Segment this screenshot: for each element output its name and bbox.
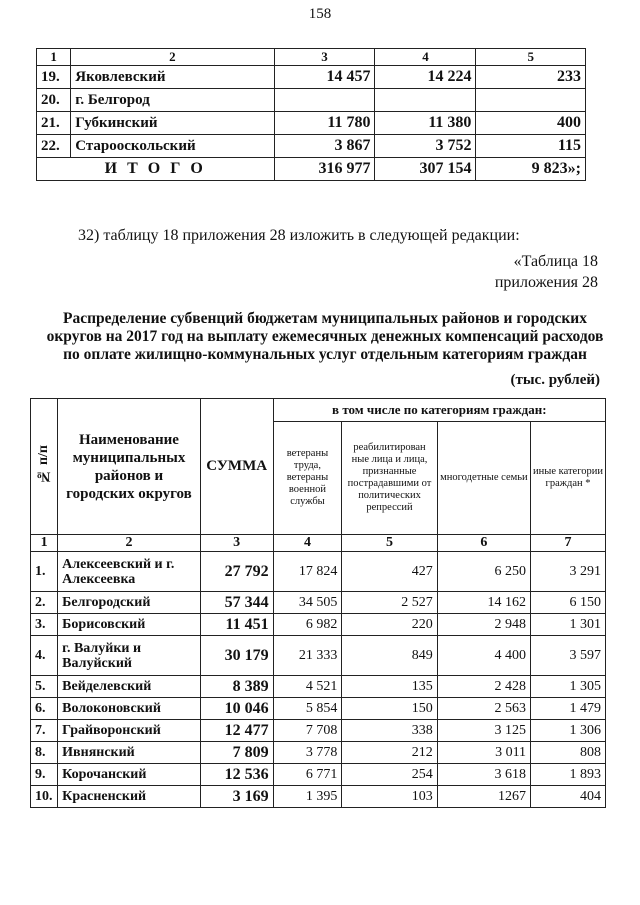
table-header-row (37, 49, 586, 66)
value-cell: 34 505 (273, 592, 342, 614)
value-cell: 427 (342, 552, 437, 592)
index-cell: 6 (437, 535, 530, 552)
sum-cell: 57 344 (200, 592, 273, 614)
sum-cell: 12 477 (200, 720, 273, 742)
value-cell: 135 (342, 676, 437, 698)
index-cell: 3 (200, 535, 273, 552)
total-row (37, 158, 586, 181)
value-cell: 14 224 (375, 66, 476, 89)
header-row-top (31, 399, 606, 422)
row-number: 7. (31, 720, 58, 742)
header-cell: 2 (71, 49, 274, 66)
district-name: Красненский (58, 786, 201, 808)
sum-cell: 3 169 (200, 786, 273, 808)
value-cell: 212 (342, 742, 437, 764)
table-row (37, 66, 586, 89)
district-name: Белгородский (58, 592, 201, 614)
value-cell: 3 291 (531, 552, 606, 592)
value-cell (375, 89, 476, 112)
total-value: 307 154 (375, 158, 476, 181)
units-label: (тыс. рублей) (510, 372, 600, 388)
table-caption-appendix: приложения 28 (494, 274, 598, 291)
value-cell (274, 89, 375, 112)
table-row (31, 742, 606, 764)
table-row (31, 676, 606, 698)
value-cell: 6 250 (437, 552, 530, 592)
value-cell: 3 867 (274, 135, 375, 158)
table-row (31, 764, 606, 786)
sum-cell: 11 451 (200, 614, 273, 636)
header-group: в том числе по категориям граждан: (273, 399, 605, 422)
value-cell: 5 854 (273, 698, 342, 720)
index-cell: 2 (58, 535, 201, 552)
row-number: 10. (31, 786, 58, 808)
row-number: 8. (31, 742, 58, 764)
table-row (31, 786, 606, 808)
amendment-paragraph: 32) таблицу 18 приложения 28 изложить в следующей редакции: (78, 227, 520, 244)
table-row (31, 720, 606, 742)
table-caption-number: «Таблица 18 (513, 253, 598, 270)
value-cell: 2 527 (342, 592, 437, 614)
table-row (31, 614, 606, 636)
table-row (31, 698, 606, 720)
row-number: 3. (31, 614, 58, 636)
value-cell: 3 011 (437, 742, 530, 764)
row-number: 6. (31, 698, 58, 720)
row-number: 19. (37, 66, 71, 89)
value-cell (476, 89, 586, 112)
value-cell: 2 948 (437, 614, 530, 636)
value-cell: 400 (476, 112, 586, 135)
header-num (31, 399, 58, 535)
page-number: 158 (308, 6, 332, 22)
value-cell: 1 301 (531, 614, 606, 636)
value-cell: 1 893 (531, 764, 606, 786)
value-cell: 7 708 (273, 720, 342, 742)
district-name: г. Белгород (71, 89, 274, 112)
value-cell: 103 (342, 786, 437, 808)
total-value: 316 977 (274, 158, 375, 181)
header-cell: 5 (476, 49, 586, 66)
value-cell: 1 479 (531, 698, 606, 720)
row-number: 21. (37, 112, 71, 135)
header-cell: 3 (274, 49, 375, 66)
value-cell: 115 (476, 135, 586, 158)
district-name: г. Валуйки и Валуйский (58, 636, 201, 676)
value-cell: 11 780 (274, 112, 375, 135)
value-cell: 14 457 (274, 66, 375, 89)
value-cell: 4 400 (437, 636, 530, 676)
value-cell: 254 (342, 764, 437, 786)
district-name: Губкинский (71, 112, 274, 135)
index-cell: 1 (31, 535, 58, 552)
district-name: Алексеевский и г. Алексеевка (58, 552, 201, 592)
table-row (31, 592, 606, 614)
value-cell: 1 306 (531, 720, 606, 742)
row-number: 4. (31, 636, 58, 676)
row-number: 9. (31, 764, 58, 786)
value-cell: 3 125 (437, 720, 530, 742)
value-cell: 1267 (437, 786, 530, 808)
header-num-label: № п/п (36, 444, 52, 484)
district-name: Вейделевский (58, 676, 201, 698)
district-name: Старооскольский (71, 135, 274, 158)
table-row (31, 552, 606, 592)
value-cell: 6 150 (531, 592, 606, 614)
value-cell: 6 771 (273, 764, 342, 786)
row-number: 20. (37, 89, 71, 112)
value-cell: 1 305 (531, 676, 606, 698)
sum-cell: 27 792 (200, 552, 273, 592)
value-cell: 808 (531, 742, 606, 764)
district-name: Грайворонский (58, 720, 201, 742)
table-row (37, 112, 586, 135)
sum-cell: 30 179 (200, 636, 273, 676)
district-name: Ивнянский (58, 742, 201, 764)
header-cell: 4 (375, 49, 476, 66)
subsidy-table (30, 398, 606, 808)
table-row (31, 636, 606, 676)
value-cell: 150 (342, 698, 437, 720)
district-name: Корочанский (58, 764, 201, 786)
total-label: И Т О Г О (37, 158, 275, 181)
sum-cell: 10 046 (200, 698, 273, 720)
value-cell: 3 778 (273, 742, 342, 764)
value-cell: 1 395 (273, 786, 342, 808)
sum-cell: 8 389 (200, 676, 273, 698)
value-cell: 6 982 (273, 614, 342, 636)
sum-cell: 12 536 (200, 764, 273, 786)
value-cell: 11 380 (375, 112, 476, 135)
header-cat-other: иные категории граждан * (531, 422, 606, 535)
district-name: Волоконовский (58, 698, 201, 720)
value-cell: 2 563 (437, 698, 530, 720)
row-number: 2. (31, 592, 58, 614)
value-cell: 3 597 (531, 636, 606, 676)
value-cell: 233 (476, 66, 586, 89)
header-sum: СУММА (200, 399, 273, 535)
district-name: Яковлевский (71, 66, 274, 89)
value-cell: 17 824 (273, 552, 342, 592)
total-value: 9 823»; (476, 158, 586, 181)
value-cell: 14 162 (437, 592, 530, 614)
sum-cell: 7 809 (200, 742, 273, 764)
row-number: 22. (37, 135, 71, 158)
header-cat-rehabilitated: реабилитирован ные лица и лица, признанные пострадавшими от политических репрессий (342, 422, 437, 535)
value-cell: 3 752 (375, 135, 476, 158)
row-number: 1. (31, 552, 58, 592)
index-cell: 4 (273, 535, 342, 552)
column-index-row (31, 535, 606, 552)
table-row (37, 89, 586, 112)
header-name: Наименование муниципальных районов и городских округов (58, 399, 201, 535)
index-cell: 7 (531, 535, 606, 552)
value-cell: 849 (342, 636, 437, 676)
table-row (37, 135, 586, 158)
row-number: 5. (31, 676, 58, 698)
document-title: Распределение субвенций бюджетам муниципальных районов и городских округов на 2017 год на выплату ежемесячных денежных компенсаций расходов по оплате жилищно-коммунальных услуг отдельным категориям граждан (46, 310, 604, 363)
index-cell: 5 (342, 535, 437, 552)
district-name: Борисовский (58, 614, 201, 636)
value-cell: 404 (531, 786, 606, 808)
value-cell: 338 (342, 720, 437, 742)
value-cell: 220 (342, 614, 437, 636)
value-cell: 2 428 (437, 676, 530, 698)
value-cell: 3 618 (437, 764, 530, 786)
continuation-table (36, 48, 586, 181)
header-cell: 1 (37, 49, 71, 66)
header-cat-veterans: ветераны труда, ветераны военной службы (273, 422, 342, 535)
value-cell: 4 521 (273, 676, 342, 698)
header-cat-large-families: многодетные семьи (437, 422, 530, 535)
value-cell: 21 333 (273, 636, 342, 676)
